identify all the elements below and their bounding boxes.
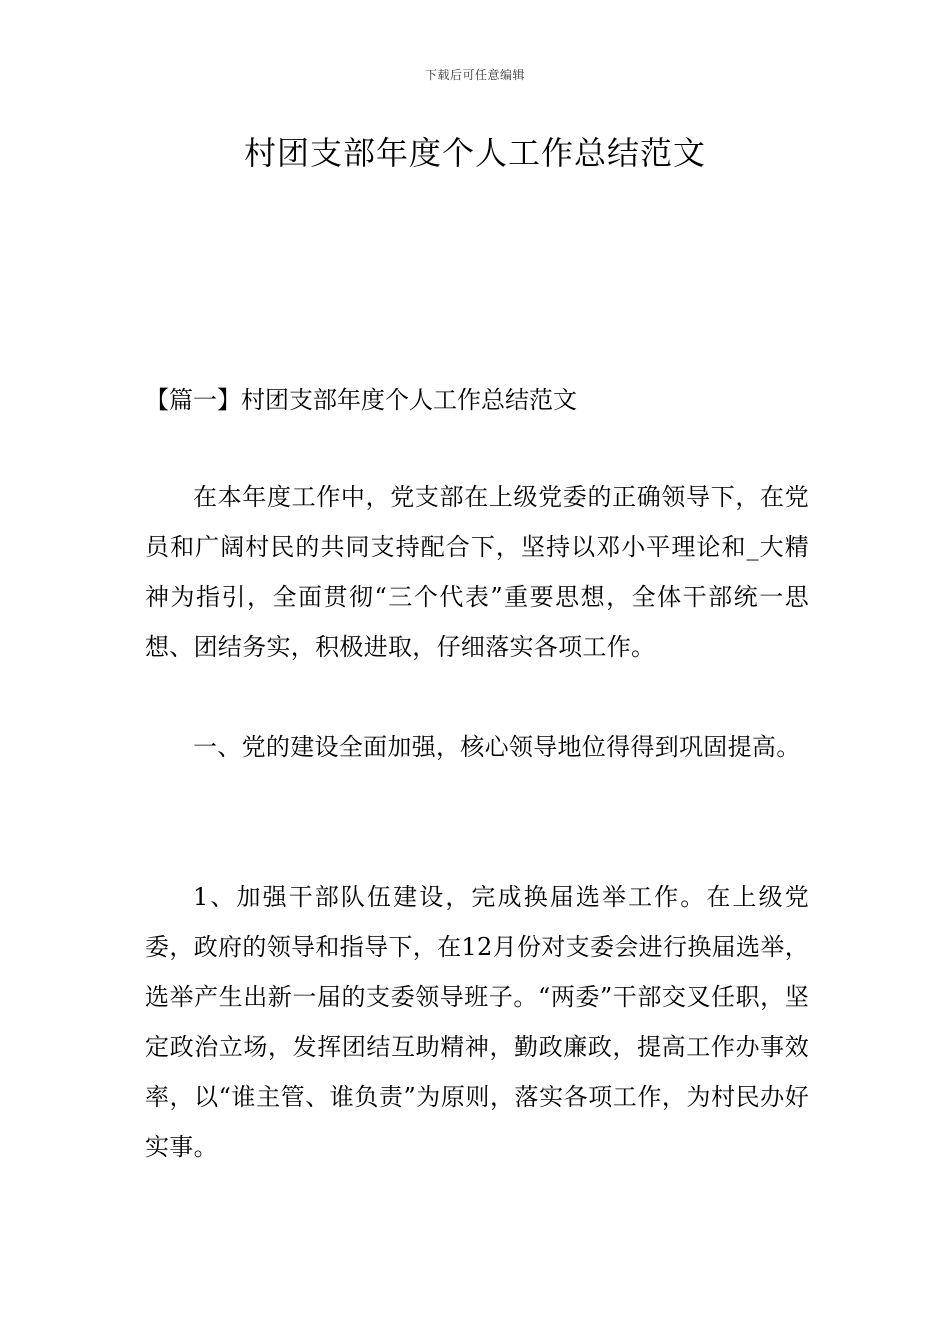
- header-note: 下载后可任意编辑: [424, 68, 525, 82]
- body-paragraph-section-one: 一、党的建设全面加强，核心领导地位得得到巩固提高。: [193, 733, 801, 761]
- body-paragraph-intro: 在本年度工作中，党支部在上级党委的正确领导下，在党员和广阔村民的共同支持配合下，坚持以邓小平理论和_大精神为指引，全面贯彻“三个代表”重要思想，全体干部统一思想、团结务实，积极进取，仔细落实各项工作。: [145, 483, 809, 661]
- document-title: 村团支部年度个人工作总结范文: [243, 134, 706, 172]
- body-paragraph-item-one: 1、加强干部队伍建设，完成换届选举工作。在上级党委，政府的领导和指导下，在12月份对支委会进行换届选举，选举产生出新一届的支委领导班子。“两委”干部交叉任职，坚定政治立场，发挥团结互助精神，勤政廉政，提高工作办事效率，以“谁主管、谁负责”为原则，落实各项工作，为村民办好实事。: [145, 883, 809, 1161]
- section-heading: 【篇一】村团支部年度个人工作总结范文: [145, 386, 577, 414]
